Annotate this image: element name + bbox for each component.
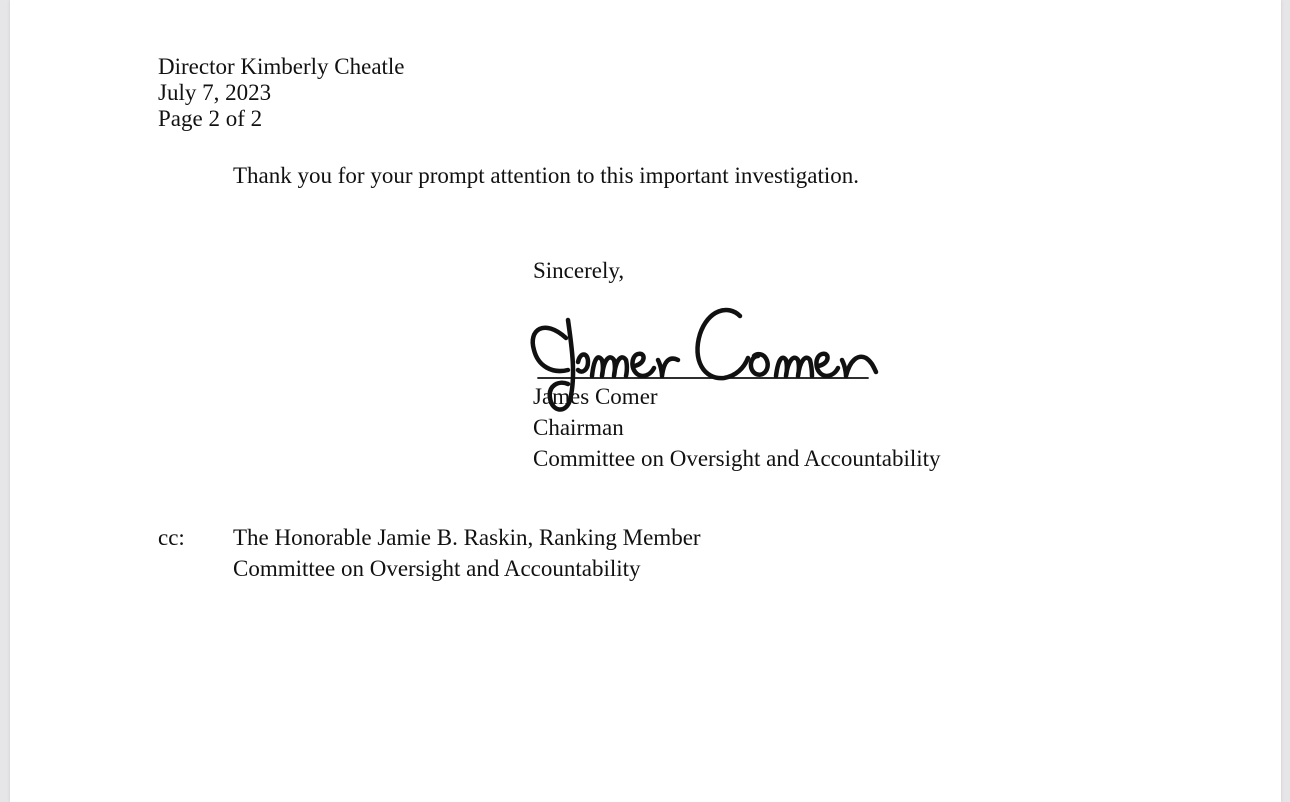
recipient-line: Director Kimberly Cheatle xyxy=(158,54,405,79)
handwritten-signature xyxy=(522,298,884,416)
letter-page xyxy=(10,0,1281,802)
body-paragraph: Thank you for your prompt attention to this important investigation. xyxy=(233,163,860,188)
cc-recipient: The Honorable Jamie B. Raskin, Ranking Member xyxy=(233,525,701,550)
cc-label: cc: xyxy=(158,525,185,550)
signer-title: Chairman xyxy=(533,415,624,440)
date-line: July 7, 2023 xyxy=(158,80,272,105)
signature-drawing xyxy=(522,298,884,416)
signer-committee: Committee on Oversight and Accountability xyxy=(533,446,941,471)
page-number-line: Page 2 of 2 xyxy=(158,106,263,131)
cc-committee: Committee on Oversight and Accountability xyxy=(233,556,641,581)
signer-name: James Comer xyxy=(533,384,658,409)
salutation: Sincerely, xyxy=(533,258,625,283)
